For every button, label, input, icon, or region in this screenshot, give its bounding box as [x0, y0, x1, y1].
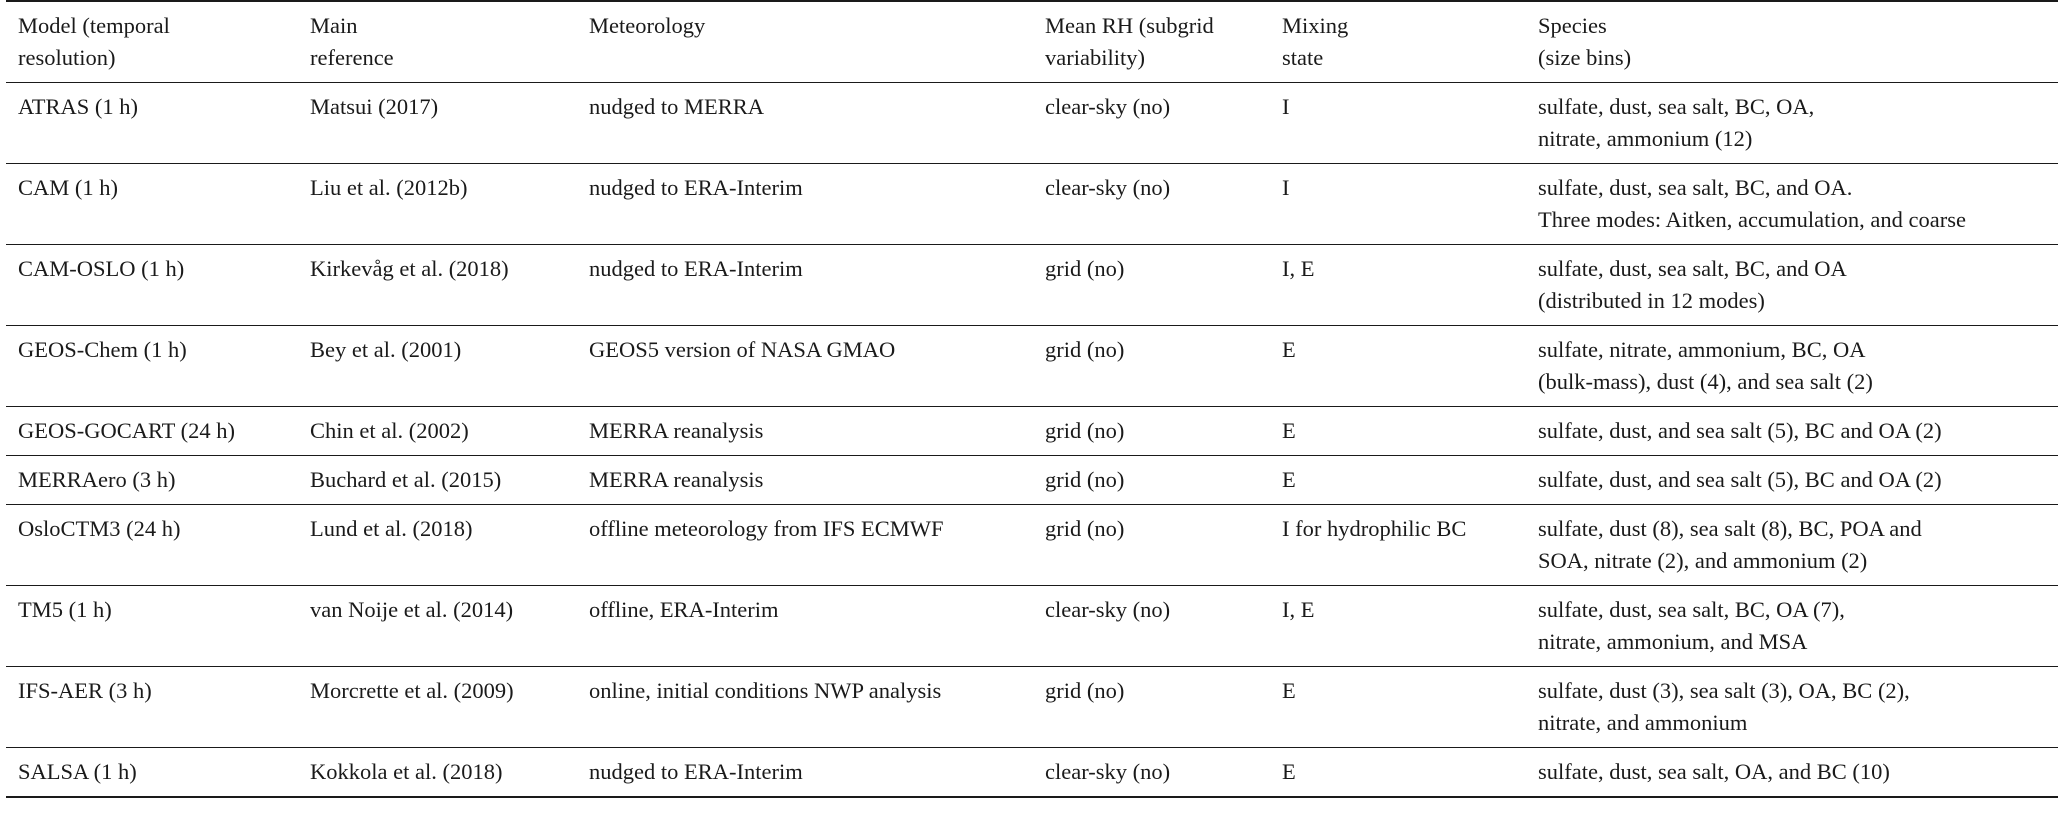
- cell-reference: Lund et al. (2018): [310, 516, 473, 541]
- cell-mixing-state: I, E: [1282, 597, 1315, 622]
- cell-meteorology: offline, ERA-Interim: [589, 597, 779, 622]
- cell-species: sulfate, dust, sea salt, BC, OA, nitrate, ammonium (12): [1538, 94, 1815, 151]
- cell-mixing-state: I, E: [1282, 256, 1315, 281]
- cell-model: CAM (1 h): [18, 175, 118, 200]
- cell-reference: Matsui (2017): [310, 94, 439, 119]
- cell-meteorology: GEOS5 version of NASA GMAO: [589, 337, 896, 362]
- header-mixing-state: Mixing state: [1282, 13, 1349, 70]
- cell-reference: Morcrette et al. (2009): [310, 678, 514, 703]
- header-main-reference: Main reference: [310, 13, 394, 70]
- cell-species: sulfate, nitrate, ammonium, BC, OA (bulk-mass), dust (4), and sea salt (2): [1538, 337, 1873, 394]
- cell-mean-rh: grid (no): [1045, 467, 1125, 492]
- cell-mixing-state: I: [1282, 94, 1290, 119]
- table-row: [6, 245, 2058, 326]
- table-row: [6, 456, 2058, 505]
- cell-reference: van Noije et al. (2014): [310, 597, 514, 622]
- table-row: [6, 505, 2058, 586]
- cell-mean-rh: grid (no): [1045, 418, 1125, 443]
- cell-reference: Kirkevåg et al. (2018): [310, 256, 509, 281]
- cell-model: TM5 (1 h): [18, 597, 112, 622]
- cell-reference: Chin et al. (2002): [310, 418, 469, 443]
- cell-meteorology: MERRA reanalysis: [589, 467, 764, 492]
- cell-meteorology: MERRA reanalysis: [589, 418, 764, 443]
- cell-model: SALSA (1 h): [18, 759, 137, 784]
- table-row: [6, 83, 2058, 164]
- table-row: [6, 667, 2058, 748]
- cell-model: IFS-AER (3 h): [18, 678, 152, 703]
- cell-mixing-state: I for hydrophilic BC: [1282, 516, 1467, 541]
- cell-mixing-state: I: [1282, 175, 1290, 200]
- cell-mixing-state: E: [1282, 418, 1296, 443]
- cell-species: sulfate, dust, sea salt, BC, and OA. Three modes: Aitken, accumulation, and coarse: [1538, 175, 1966, 232]
- cell-model: ATRAS (1 h): [18, 94, 139, 119]
- cell-species: sulfate, dust, sea salt, OA, and BC (10): [1538, 759, 1890, 784]
- model-comparison-table: [6, 0, 2058, 798]
- cell-mean-rh: grid (no): [1045, 256, 1125, 281]
- table-row: [6, 748, 2058, 798]
- cell-mean-rh: clear-sky (no): [1045, 759, 1171, 784]
- cell-reference: Kokkola et al. (2018): [310, 759, 503, 784]
- cell-mixing-state: E: [1282, 759, 1296, 784]
- cell-species: sulfate, dust (8), sea salt (8), BC, POA and SOA, nitrate (2), and ammonium (2): [1538, 516, 1922, 573]
- table-row: [6, 164, 2058, 245]
- table-row: [6, 407, 2058, 456]
- header-row: [6, 1, 2058, 83]
- cell-species: sulfate, dust, sea salt, BC, and OA (distributed in 12 modes): [1538, 256, 1847, 313]
- cell-meteorology: offline meteorology from IFS ECMWF: [589, 516, 944, 541]
- cell-species: sulfate, dust, and sea salt (5), BC and OA (2): [1538, 418, 1942, 443]
- header-species: Species (size bins): [1538, 13, 1632, 70]
- cell-mean-rh: clear-sky (no): [1045, 597, 1171, 622]
- cell-meteorology: nudged to ERA-Interim: [589, 256, 803, 281]
- cell-meteorology: nudged to ERA-Interim: [589, 175, 803, 200]
- table-row: [6, 326, 2058, 407]
- cell-reference: Buchard et al. (2015): [310, 467, 502, 492]
- cell-mean-rh: grid (no): [1045, 516, 1125, 541]
- cell-mean-rh: grid (no): [1045, 678, 1125, 703]
- cell-model: MERRAero (3 h): [18, 467, 176, 492]
- cell-mixing-state: E: [1282, 467, 1296, 492]
- header-mean-rh: Mean RH (subgrid variability): [1045, 13, 1214, 70]
- cell-mean-rh: clear-sky (no): [1045, 94, 1171, 119]
- cell-model: OsloCTM3 (24 h): [18, 516, 181, 541]
- cell-model: GEOS-GOCART (24 h): [18, 418, 235, 443]
- cell-model: GEOS-Chem (1 h): [18, 337, 187, 362]
- header-model: Model (temporal resolution): [18, 13, 170, 70]
- cell-reference: Bey et al. (2001): [310, 337, 462, 362]
- cell-reference: Liu et al. (2012b): [310, 175, 468, 200]
- table-row: [6, 586, 2058, 667]
- cell-meteorology: nudged to ERA-Interim: [589, 759, 803, 784]
- cell-mixing-state: E: [1282, 337, 1296, 362]
- cell-meteorology: nudged to MERRA: [589, 94, 765, 119]
- cell-species: sulfate, dust, sea salt, BC, OA (7), nitrate, ammonium, and MSA: [1538, 597, 1845, 654]
- header-meteorology: Meteorology: [589, 13, 706, 38]
- cell-species: sulfate, dust, and sea salt (5), BC and OA (2): [1538, 467, 1942, 492]
- cell-species: sulfate, dust (3), sea salt (3), OA, BC (2), nitrate, and ammonium: [1538, 678, 1910, 735]
- cell-meteorology: online, initial conditions NWP analysis: [589, 678, 942, 703]
- cell-model: CAM-OSLO (1 h): [18, 256, 185, 281]
- cell-mean-rh: clear-sky (no): [1045, 175, 1171, 200]
- cell-mixing-state: E: [1282, 678, 1296, 703]
- cell-mean-rh: grid (no): [1045, 337, 1125, 362]
